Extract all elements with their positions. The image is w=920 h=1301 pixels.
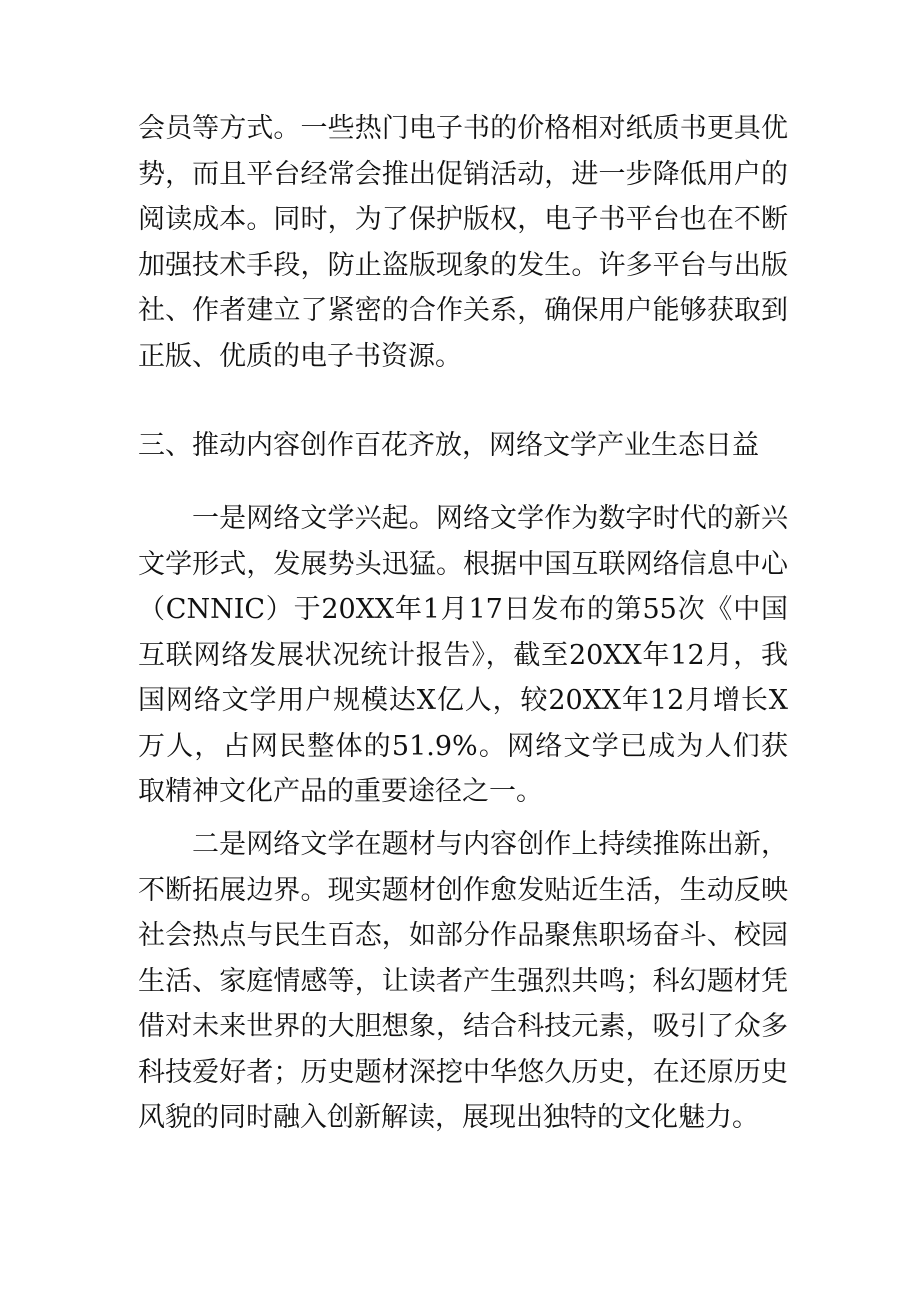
section-heading: 三、推动内容创作百花齐放，网络文学产业生态日益 — [138, 430, 759, 461]
continuation-paragraph: 会员等方式。一些热门电子书的价格相对纸质书更具优势，而且平台经常会推出促销活动，进一步降低用户的阅读成本。同时，为了保护版权，电子书平台也在不断加强技术手段，防止盗版现象的发生。许多平台与出版社、作者建立了紧密的合作关系，确保用户能够获取到正版、优质的电子书资源。 — [138, 113, 788, 372]
paragraph-content-innovation: 二是网络文学在题材与内容创作上持续推陈出新，不断拓展边界。现实题材创作愈发贴近生活，生动反映社会热点与民生百态，如部分作品聚焦职场奋斗、校园生活、家庭情感等，让读者产生强烈共鸣；科幻题材凭借对未来世界的大胆想象，结合科技元素，吸引了众多科技爱好者；历史题材深挖中华悠久历史，在还原历史风貌的同时融入创新解读，展现出独特的文化魅力。 — [138, 829, 788, 1133]
paragraph-network-literature-rise: 一是网络文学兴起。网络文学作为数字时代的新兴文学形式，发展势头迅猛。根据中国互联网络信息中心（CNNIC）于20XX年1月17日发布的第55次《中国互联网络发展状况统计报告》，截至20XX年12月，我国网络文学用户规模达X亿人，较20XX年12月增长X万人，占网民整体的51.9%。网络文学已成为人们获取精神文化产品的重要途径之一。 — [138, 503, 788, 807]
